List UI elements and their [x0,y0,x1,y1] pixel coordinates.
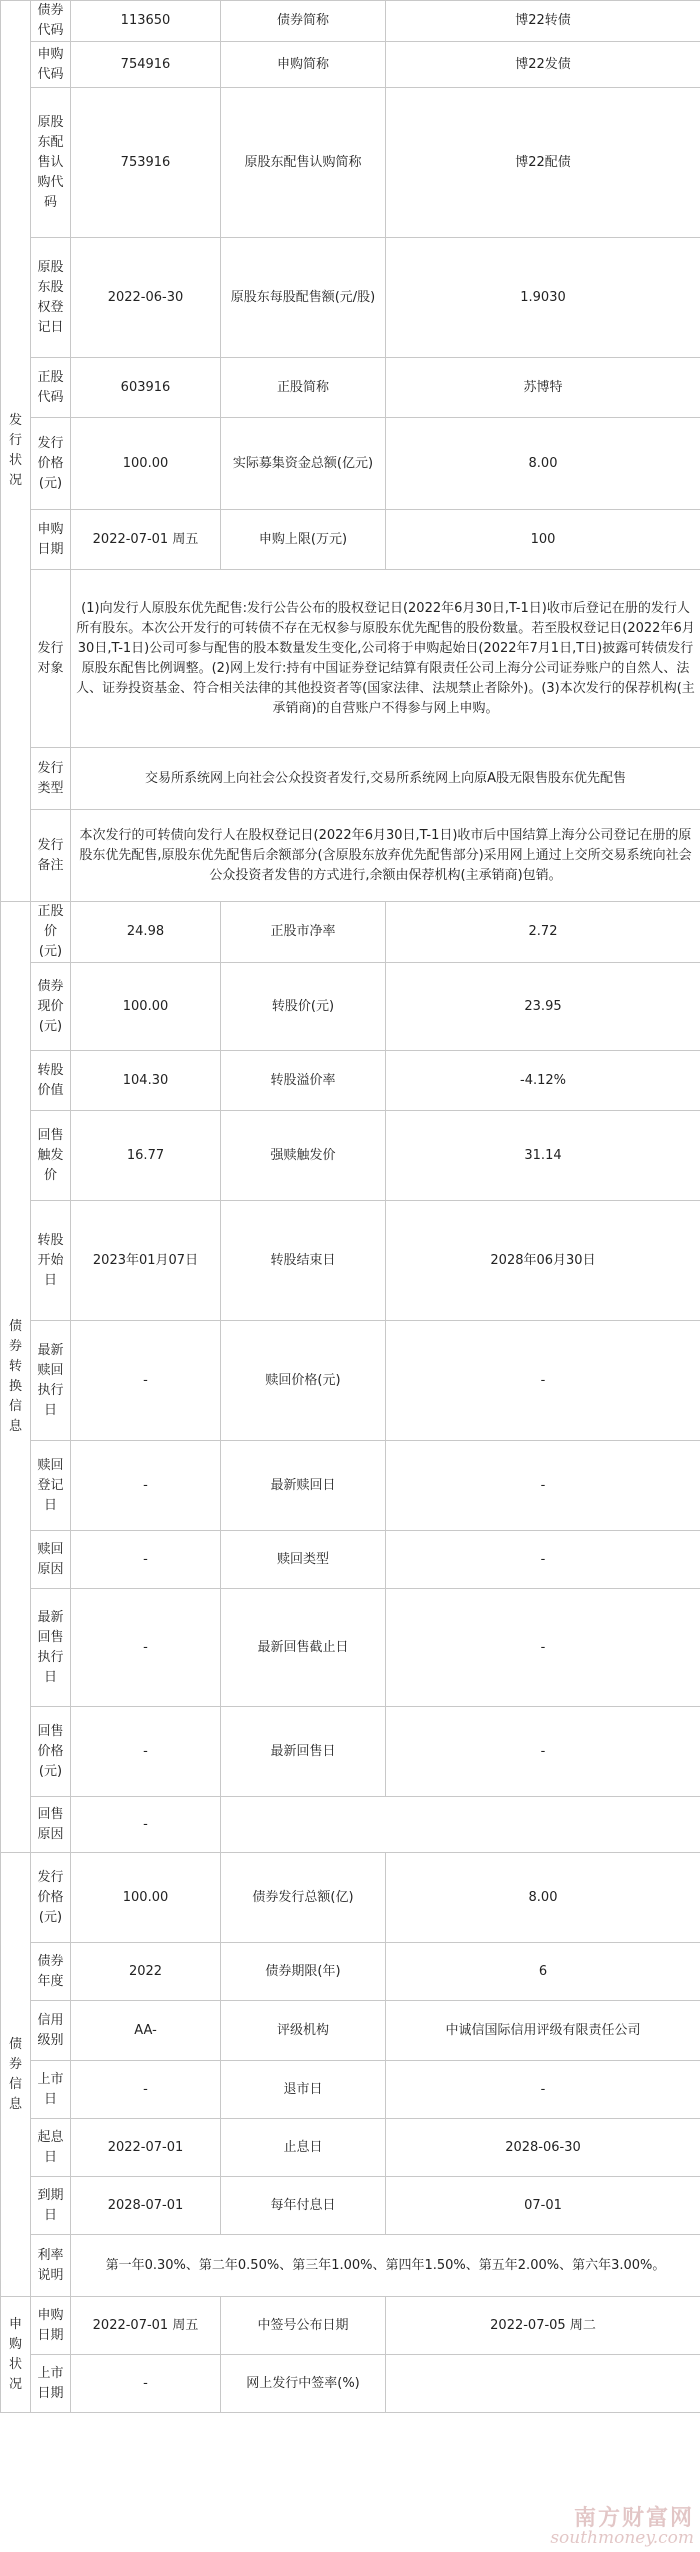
row-label: 最新赎回执行日 [31,1321,71,1441]
row-label: 到期日 [31,2177,71,2235]
row-value: - [71,2355,221,2413]
row-value: - [386,1707,700,1797]
table-row [1,963,700,1051]
row-label: 原股东股权登记日 [31,238,71,358]
row-value: 100.00 [71,963,221,1051]
row-value: 2022-07-01 [71,2119,221,2177]
row-label: 实际募集资金总额(亿元) [221,418,386,510]
row-label: 转股溢价率 [221,1051,386,1111]
row-value: 2028-07-01 [71,2177,221,2235]
row-label: 赎回原因 [31,1531,71,1589]
table-row [1,42,700,88]
row-label: 起息日 [31,2119,71,2177]
row-value: 2022-07-01 周五 [71,2297,221,2355]
row-value: 2022 [71,1943,221,2001]
watermark-logo [550,2501,694,2548]
table-row [1,748,700,810]
row-label: 评级机构 [221,2001,386,2061]
table-row [1,2119,700,2177]
row-value: 23.95 [386,963,700,1051]
rate-description-text: 第一年0.30%、第二年0.50%、第三年1.00%、第四年1.50%、第五年2.00%、第六年3.00%。 [71,2235,700,2297]
row-label: 信用级别 [31,2001,71,2061]
row-value: 中诚信国际信用评级有限责任公司 [386,2001,700,2061]
table-row [1,2177,700,2235]
row-label: 上市日期 [31,2355,71,2413]
row-label: 最新回售执行日 [31,1589,71,1707]
table-row [1,358,700,418]
row-value: - [386,2061,700,2119]
issuance-note-text: 本次发行的可转债向发行人在股权登记日(2022年6月30日,T-1日)收市后中国结算上海分公司登记在册的原股东优先配售,原股东优先配售后余额部分(含原股东放弃优先配售部分)采用网上通过上交所交易系统向社会公众投资者发售的方式进行,余额由保荐机构(主承销商)包销。 [71,810,700,902]
table-row [1,2061,700,2119]
row-value: 6 [386,1943,700,2001]
row-value: - [71,1531,221,1589]
row-label: 正股代码 [31,358,71,418]
row-value: - [71,1321,221,1441]
table-row [1,1111,700,1201]
row-label: 正股价(元) [31,902,71,963]
row-label: 最新赎回日 [221,1441,386,1531]
row-value: -4.12% [386,1051,700,1111]
row-label: 正股市净率 [221,902,386,963]
row-value: 2023年01月07日 [71,1201,221,1321]
row-value: - [386,1321,700,1441]
table-row [1,418,700,510]
row-label: 申购代码 [31,42,71,88]
row-label: 转股价值 [31,1051,71,1111]
row-value: 8.00 [386,1853,700,1943]
row-label: 止息日 [221,2119,386,2177]
table-row [1,238,700,358]
table-row [1,2001,700,2061]
row-label: 发行类型 [31,748,71,810]
row-label: 回售原因 [31,1797,71,1853]
row-value: 16.77 [71,1111,221,1201]
row-label: 赎回类型 [221,1531,386,1589]
issuance-target-text: (1)向发行人原股东优先配售:发行公告公布的股权登记日(2022年6月30日,T-1日)收市后登记在册的发行人所有股东。本次公开发行的可转债不存在无权参与原股东优先配售的股份数量。若至股权登记日(2022年6月30日,T-1日)公司可参与配售的股本数量发生变化,公司将于申购起始日(2022年7月1日,T日)披露可转债发行原股东配售比例调整。(2)网上发行:持有中国证券登记结算有限责任公司上海分公司证券账户的自然人、法人、证券投资基金、符合相关法律的其他投资者等(国家法律、法规禁止者除外)。(3)本次发行的保荐机构(主承销商)的自营账户不得参与网上申购。 [71,570,700,748]
row-label: 原股东每股配售额(元/股) [221,238,386,358]
section-label-bondinfo: 债券信息 [1,1853,31,2297]
row-label: 正股简称 [221,358,386,418]
row-value: 100.00 [71,418,221,510]
row-value: 8.00 [386,418,700,510]
row-value: 100.00 [71,1853,221,1943]
row-label: 债券现价(元) [31,963,71,1051]
row-label: 债券代码 [31,1,71,42]
row-value: 113650 [71,1,221,42]
table-row [1,88,700,238]
row-value: 2028-06-30 [386,2119,700,2177]
section-label-subscription: 申购状况 [1,2297,31,2413]
row-label: 申购日期 [31,510,71,570]
row-label: 赎回登记日 [31,1441,71,1531]
table-row [1,1531,700,1589]
table-row [1,510,700,570]
row-label: 发行对象 [31,570,71,748]
row-value: 07-01 [386,2177,700,2235]
table-row [1,1441,700,1531]
row-value: 753916 [71,88,221,238]
row-label: 原股东配售认购简称 [221,88,386,238]
row-label: 赎回价格(元) [221,1321,386,1441]
row-value: 博22转债 [386,1,700,42]
row-label: 申购上限(万元) [221,510,386,570]
row-label: 转股价(元) [221,963,386,1051]
row-value: - [71,1589,221,1707]
row-value: 31.14 [386,1111,700,1201]
row-label: 中签号公布日期 [221,2297,386,2355]
table-row [1,2355,700,2413]
row-value [386,2355,700,2413]
issuance-type-text: 交易所系统网上向社会公众投资者发行,交易所系统网上向原A股无限售股东优先配售 [71,748,700,810]
section-label-issuance: 发行状况 [1,1,31,902]
row-label: 回售价格(元) [31,1707,71,1797]
row-label: 债券发行总额(亿) [221,1853,386,1943]
row-label: 原股东配售认购代码 [31,88,71,238]
row-label: 债券简称 [221,1,386,42]
row-value: 754916 [71,42,221,88]
row-label: 发行备注 [31,810,71,902]
row-label: 最新回售截止日 [221,1589,386,1707]
row-label: 发行价格(元) [31,1853,71,1943]
watermark-title: 南方财富网 [573,2505,694,2531]
row-value: 2022-06-30 [71,238,221,358]
row-label: 转股开始日 [31,1201,71,1321]
row-value: 100 [386,510,700,570]
table-row [1,2297,700,2355]
row-value: 博22发债 [386,42,700,88]
row-value: 2022-07-05 周二 [386,2297,700,2355]
row-value: - [71,2061,221,2119]
table-row [1,902,700,963]
table-row [1,1,700,42]
table-row [1,1321,700,1441]
row-value: - [386,1589,700,1707]
table-row [1,1853,700,1943]
row-label: 债券期限(年) [221,1943,386,2001]
row-value: 2028年06月30日 [386,1201,700,1321]
row-label: 最新回售日 [221,1707,386,1797]
row-value: - [386,1531,700,1589]
row-label: 申购简称 [221,42,386,88]
watermark-url: southmoney.com [550,2528,694,2548]
row-label: 转股结束日 [221,1201,386,1321]
row-label: 申购日期 [31,2297,71,2355]
row-value: - [71,1441,221,1531]
table-row [1,1707,700,1797]
row-value: 博22配债 [386,88,700,238]
table-row [1,810,700,902]
row-label: 债券年度 [31,1943,71,2001]
table-row [1,1943,700,2001]
row-value: - [71,1797,221,1853]
table-row [1,1797,700,1853]
empty-cell [221,1797,700,1853]
row-value: - [386,1441,700,1531]
row-value: 104.30 [71,1051,221,1111]
row-value: 1.9030 [386,238,700,358]
row-label: 上市日 [31,2061,71,2119]
row-value: AA- [71,2001,221,2061]
row-label: 强赎触发价 [221,1111,386,1201]
row-label: 发行价格(元) [31,418,71,510]
row-value: 603916 [71,358,221,418]
row-label: 退市日 [221,2061,386,2119]
table-row [1,1589,700,1707]
row-value: 苏博特 [386,358,700,418]
row-value: 24.98 [71,902,221,963]
row-label: 利率说明 [31,2235,71,2297]
table-row [1,1051,700,1111]
row-value: 2022-07-01 周五 [71,510,221,570]
row-label: 每年付息日 [221,2177,386,2235]
row-value: - [71,1707,221,1797]
table-row [1,1201,700,1321]
section-label-conversion: 债券转换信息 [1,902,31,1853]
row-value: 2.72 [386,902,700,963]
row-label: 回售触发价 [31,1111,71,1201]
row-label: 网上发行中签率(%) [221,2355,386,2413]
table-row [1,570,700,748]
table-row [1,2235,700,2297]
